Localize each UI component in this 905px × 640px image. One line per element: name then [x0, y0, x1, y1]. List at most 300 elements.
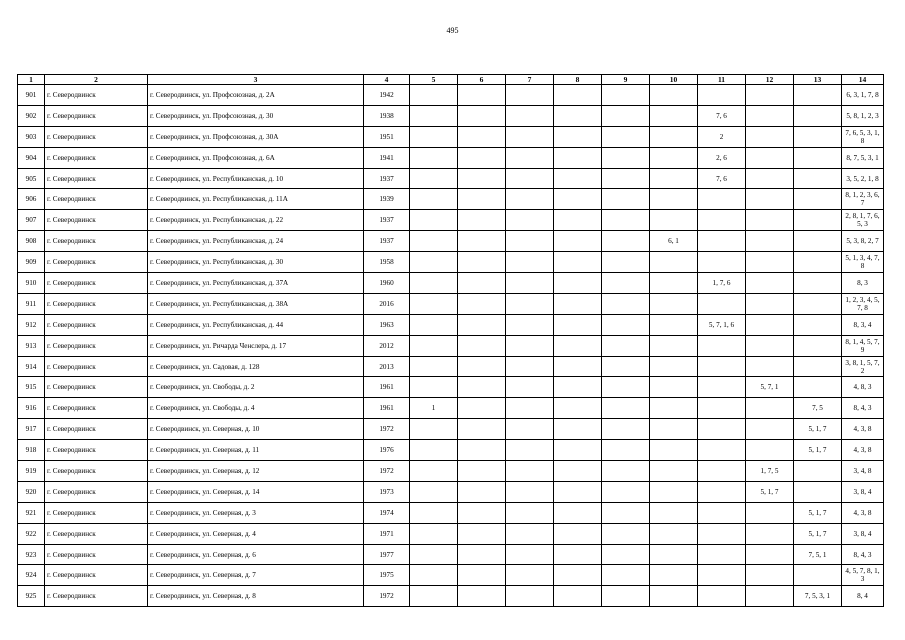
table-cell: [410, 544, 458, 565]
table-cell: 1, 7, 6: [698, 273, 746, 294]
table-cell: 3, 8, 1, 5, 7, 2: [842, 356, 884, 377]
column-header: 11: [698, 75, 746, 85]
table-cell: [746, 252, 794, 273]
table-cell: 905: [18, 168, 45, 189]
table-cell: 5, 3, 8, 2, 7: [842, 231, 884, 252]
table-cell: г. Северодвинск: [45, 440, 148, 461]
table-cell: [410, 252, 458, 273]
table-cell: г. Северодвинск: [45, 356, 148, 377]
table-cell: [602, 481, 650, 502]
table-cell: [698, 293, 746, 314]
table-cell: [746, 85, 794, 106]
table-row: [18, 481, 884, 502]
table-cell: [698, 189, 746, 210]
table-cell: [602, 377, 650, 398]
table-cell: [794, 210, 842, 231]
table-cell: [650, 565, 698, 586]
table-cell: г. Северодвинск, ул. Республиканская, д. 30: [148, 252, 364, 273]
table-cell: г. Северодвинск: [45, 544, 148, 565]
table-cell: [650, 544, 698, 565]
table-cell: [554, 293, 602, 314]
table-cell: [506, 356, 554, 377]
table-cell: [506, 252, 554, 273]
table-cell: [410, 85, 458, 106]
table-cell: 6, 1: [650, 231, 698, 252]
table-cell: [554, 502, 602, 523]
table-cell: 903: [18, 126, 45, 147]
table-cell: 920: [18, 481, 45, 502]
table-row: [18, 293, 884, 314]
table-cell: [794, 105, 842, 126]
table-cell: 5, 7, 1, 6: [698, 314, 746, 335]
table-cell: [602, 314, 650, 335]
table-cell: г. Северодвинск: [45, 252, 148, 273]
table-cell: [650, 586, 698, 607]
table-cell: [554, 481, 602, 502]
table-cell: [746, 126, 794, 147]
table-cell: [746, 398, 794, 419]
table-cell: [746, 210, 794, 231]
table-cell: 1942: [364, 85, 410, 106]
table-cell: 1958: [364, 252, 410, 273]
table-cell: [506, 398, 554, 419]
table-cell: [602, 440, 650, 461]
table-cell: [410, 586, 458, 607]
table-cell: [602, 168, 650, 189]
column-header: 6: [458, 75, 506, 85]
table-cell: 1976: [364, 440, 410, 461]
table-cell: [410, 440, 458, 461]
table-cell: [650, 523, 698, 544]
table-cell: [410, 377, 458, 398]
table-cell: 2, 8, 1, 7, 6, 5, 3: [842, 210, 884, 231]
table-cell: [650, 293, 698, 314]
table-cell: 906: [18, 189, 45, 210]
table-cell: [746, 293, 794, 314]
table-cell: [650, 335, 698, 356]
table-cell: [458, 293, 506, 314]
table-cell: 2: [698, 126, 746, 147]
table-cell: [506, 293, 554, 314]
table-cell: [650, 419, 698, 440]
table-cell: [506, 523, 554, 544]
table-row: [18, 147, 884, 168]
table-cell: 912: [18, 314, 45, 335]
table-cell: [698, 544, 746, 565]
table-cell: 4, 3, 8: [842, 502, 884, 523]
table-cell: [554, 105, 602, 126]
table-row: [18, 126, 884, 147]
table-cell: [506, 481, 554, 502]
table-row: [18, 398, 884, 419]
table-cell: [458, 168, 506, 189]
table-cell: [650, 168, 698, 189]
table-cell: [506, 168, 554, 189]
table-cell: [458, 335, 506, 356]
table-cell: [794, 377, 842, 398]
table-cell: 921: [18, 502, 45, 523]
table-cell: [410, 314, 458, 335]
table-cell: [698, 481, 746, 502]
table-cell: [458, 398, 506, 419]
table-cell: [698, 440, 746, 461]
table-cell: 5, 1, 7: [746, 481, 794, 502]
table-cell: [794, 147, 842, 168]
table-cell: г. Северодвинск, ул. Республиканская, д. 11А: [148, 189, 364, 210]
table-cell: [602, 398, 650, 419]
table-cell: [410, 273, 458, 294]
table-header-row: [18, 75, 884, 85]
table-cell: [506, 377, 554, 398]
table-cell: [746, 544, 794, 565]
table-cell: [554, 273, 602, 294]
table-cell: г. Северодвинск, ул. Северная, д. 7: [148, 565, 364, 586]
table-cell: [746, 356, 794, 377]
table-cell: [602, 252, 650, 273]
column-header: 4: [364, 75, 410, 85]
table-cell: 8, 4, 3: [842, 398, 884, 419]
table-cell: 902: [18, 105, 45, 126]
table-cell: [506, 461, 554, 482]
table-cell: [698, 419, 746, 440]
table-cell: 923: [18, 544, 45, 565]
table-cell: 4, 3, 8: [842, 440, 884, 461]
table-cell: [698, 502, 746, 523]
table-cell: 4, 5, 7, 8, 1, 3: [842, 565, 884, 586]
table-cell: 1941: [364, 147, 410, 168]
table-cell: [554, 377, 602, 398]
table-cell: 5, 7, 1: [746, 377, 794, 398]
table-cell: г. Северодвинск: [45, 481, 148, 502]
table-cell: г. Северодвинск: [45, 523, 148, 544]
table-cell: г. Северодвинск, ул. Свободы, д. 2: [148, 377, 364, 398]
table-cell: [506, 314, 554, 335]
table-cell: 8, 4, 3: [842, 544, 884, 565]
table-cell: г. Северодвинск, ул. Профсоюзная, д. 6А: [148, 147, 364, 168]
table-row: [18, 565, 884, 586]
table-cell: 4, 8, 3: [842, 377, 884, 398]
table-body: [18, 85, 884, 607]
table-cell: [506, 419, 554, 440]
table-cell: [506, 586, 554, 607]
table-cell: [458, 565, 506, 586]
table-row: [18, 356, 884, 377]
table-cell: [458, 377, 506, 398]
column-header: 2: [45, 75, 148, 85]
table-cell: г. Северодвинск, ул. Северная, д. 10: [148, 419, 364, 440]
table-cell: [650, 252, 698, 273]
table-cell: [410, 231, 458, 252]
table-cell: [458, 314, 506, 335]
table-cell: [554, 147, 602, 168]
table-cell: [794, 273, 842, 294]
table-cell: [698, 377, 746, 398]
table-cell: [650, 377, 698, 398]
table-cell: [554, 544, 602, 565]
table-row: [18, 440, 884, 461]
table-cell: г. Северодвинск, ул. Северная, д. 3: [148, 502, 364, 523]
table-cell: [410, 481, 458, 502]
table-cell: [602, 544, 650, 565]
table-cell: 5, 1, 7: [794, 502, 842, 523]
table-cell: г. Северодвинск, ул. Свободы, д. 4: [148, 398, 364, 419]
table-cell: [506, 85, 554, 106]
table-cell: [458, 105, 506, 126]
table-cell: [458, 502, 506, 523]
table-cell: [458, 419, 506, 440]
table-cell: [458, 273, 506, 294]
table-cell: [458, 85, 506, 106]
table-cell: [746, 189, 794, 210]
table-cell: [650, 502, 698, 523]
table-cell: [554, 586, 602, 607]
table-cell: г. Северодвинск: [45, 293, 148, 314]
table-cell: [506, 105, 554, 126]
table-cell: 1938: [364, 105, 410, 126]
table-cell: г. Северодвинск, ул. Профсоюзная, д. 2А: [148, 85, 364, 106]
table-cell: 908: [18, 231, 45, 252]
table-cell: [602, 105, 650, 126]
table-cell: [506, 440, 554, 461]
table-cell: [554, 85, 602, 106]
table-cell: 7, 5: [794, 398, 842, 419]
table-cell: [650, 356, 698, 377]
table-cell: [458, 210, 506, 231]
table-cell: [602, 565, 650, 586]
table-cell: г. Северодвинск, ул. Республиканская, д. 38А: [148, 293, 364, 314]
table-cell: 1975: [364, 565, 410, 586]
table-cell: 918: [18, 440, 45, 461]
table-cell: [650, 314, 698, 335]
table-row: [18, 105, 884, 126]
table-cell: 1, 2, 3, 4, 5, 7, 8: [842, 293, 884, 314]
table-row: [18, 252, 884, 273]
table-cell: [602, 523, 650, 544]
table-cell: [602, 189, 650, 210]
table-cell: г. Северодвинск, ул. Ричарда Ченслера, д. 17: [148, 335, 364, 356]
table-cell: [698, 85, 746, 106]
table-cell: [458, 586, 506, 607]
table-cell: [506, 565, 554, 586]
table-cell: [602, 293, 650, 314]
table-cell: [794, 168, 842, 189]
table-cell: [794, 231, 842, 252]
table-row: [18, 419, 884, 440]
table-cell: [602, 586, 650, 607]
table-cell: [410, 168, 458, 189]
table-cell: [746, 231, 794, 252]
table-row: [18, 586, 884, 607]
table-row: [18, 335, 884, 356]
table-cell: [458, 440, 506, 461]
table-cell: [506, 273, 554, 294]
table-cell: [554, 189, 602, 210]
table-cell: 916: [18, 398, 45, 419]
table-cell: 924: [18, 565, 45, 586]
table-cell: 1937: [364, 210, 410, 231]
table-cell: [554, 440, 602, 461]
table-cell: [410, 147, 458, 168]
table-cell: 7, 5, 3, 1: [794, 586, 842, 607]
table-cell: 1: [410, 398, 458, 419]
table-cell: [794, 189, 842, 210]
table-cell: [410, 105, 458, 126]
table-cell: [458, 189, 506, 210]
table-cell: г. Северодвинск: [45, 586, 148, 607]
table-cell: 3, 8, 4: [842, 523, 884, 544]
table-cell: [410, 461, 458, 482]
table-cell: г. Северодвинск, ул. Республиканская, д. 37А: [148, 273, 364, 294]
table-cell: 919: [18, 461, 45, 482]
table-cell: [698, 461, 746, 482]
table-cell: [650, 147, 698, 168]
table-cell: г. Северодвинск, ул. Республиканская, д. 10: [148, 168, 364, 189]
table-cell: [410, 419, 458, 440]
table-cell: 1963: [364, 314, 410, 335]
table-cell: [794, 293, 842, 314]
table-cell: [410, 210, 458, 231]
table-cell: г. Северодвинск: [45, 85, 148, 106]
table-cell: [602, 210, 650, 231]
column-header: 14: [842, 75, 884, 85]
table-cell: 1960: [364, 273, 410, 294]
table-cell: [458, 126, 506, 147]
table-cell: г. Северодвинск: [45, 231, 148, 252]
table-cell: [602, 356, 650, 377]
table-cell: [650, 273, 698, 294]
table-cell: [794, 126, 842, 147]
table-cell: [506, 231, 554, 252]
table-cell: [794, 356, 842, 377]
table-cell: [698, 252, 746, 273]
table-cell: г. Северодвинск, ул. Северная, д. 11: [148, 440, 364, 461]
table-cell: [746, 440, 794, 461]
table-cell: [410, 523, 458, 544]
table-cell: [602, 85, 650, 106]
table-cell: [650, 461, 698, 482]
table-cell: [602, 231, 650, 252]
table-cell: [794, 565, 842, 586]
table-row: [18, 314, 884, 335]
table-cell: [506, 189, 554, 210]
table-cell: [410, 335, 458, 356]
table-cell: 7, 6: [698, 105, 746, 126]
table-row: [18, 273, 884, 294]
table-cell: 4, 3, 8: [842, 419, 884, 440]
column-header: 12: [746, 75, 794, 85]
table-cell: [554, 565, 602, 586]
table-cell: [650, 85, 698, 106]
table-cell: 5, 8, 1, 2, 3: [842, 105, 884, 126]
table-cell: [602, 273, 650, 294]
table-cell: 1961: [364, 398, 410, 419]
table-cell: г. Северодвинск: [45, 126, 148, 147]
table-cell: 7, 6, 5, 3, 1, 8: [842, 126, 884, 147]
table-cell: [698, 586, 746, 607]
table-cell: [602, 502, 650, 523]
table-cell: [746, 168, 794, 189]
table-cell: 1961: [364, 377, 410, 398]
table-cell: 911: [18, 293, 45, 314]
table-cell: 904: [18, 147, 45, 168]
table-cell: 915: [18, 377, 45, 398]
column-header: 8: [554, 75, 602, 85]
table-cell: г. Северодвинск: [45, 419, 148, 440]
table-cell: 3, 5, 2, 1, 8: [842, 168, 884, 189]
table-row: [18, 231, 884, 252]
table-cell: [746, 273, 794, 294]
table-cell: г. Северодвинск: [45, 168, 148, 189]
table-cell: 5, 1, 7: [794, 440, 842, 461]
table-cell: [554, 523, 602, 544]
table-cell: г. Северодвинск, ул. Республиканская, д. 44: [148, 314, 364, 335]
table-cell: 5, 1, 3, 4, 7, 8: [842, 252, 884, 273]
table-cell: [458, 461, 506, 482]
table-cell: 1939: [364, 189, 410, 210]
table-cell: [410, 502, 458, 523]
table-cell: г. Северодвинск, ул. Республиканская, д. 24: [148, 231, 364, 252]
table-cell: 1973: [364, 481, 410, 502]
table-cell: [554, 168, 602, 189]
table-cell: [410, 356, 458, 377]
column-header: 7: [506, 75, 554, 85]
table-cell: [650, 440, 698, 461]
table-row: [18, 377, 884, 398]
column-header: 10: [650, 75, 698, 85]
table-row: [18, 210, 884, 231]
table-cell: 8, 4: [842, 586, 884, 607]
column-header: 9: [602, 75, 650, 85]
table-cell: 913: [18, 335, 45, 356]
table-cell: 1974: [364, 502, 410, 523]
table-cell: г. Северодвинск: [45, 335, 148, 356]
table-cell: [650, 189, 698, 210]
table-cell: 1971: [364, 523, 410, 544]
table-cell: [698, 398, 746, 419]
table-row: [18, 544, 884, 565]
table-cell: г. Северодвинск: [45, 502, 148, 523]
table-cell: 3, 8, 4: [842, 481, 884, 502]
table-cell: 2, 6: [698, 147, 746, 168]
table-cell: 1977: [364, 544, 410, 565]
column-header: 5: [410, 75, 458, 85]
table-cell: 910: [18, 273, 45, 294]
table-cell: [698, 335, 746, 356]
table-cell: [746, 565, 794, 586]
table-row: [18, 523, 884, 544]
table-cell: [458, 147, 506, 168]
buildings-table: [17, 74, 884, 607]
table-cell: [746, 586, 794, 607]
table-row: [18, 461, 884, 482]
table-cell: 7, 5, 1: [794, 544, 842, 565]
table-cell: [458, 231, 506, 252]
table-cell: 901: [18, 85, 45, 106]
table-cell: [794, 314, 842, 335]
table-cell: г. Северодвинск: [45, 210, 148, 231]
table-cell: 1937: [364, 231, 410, 252]
table-cell: 922: [18, 523, 45, 544]
table-cell: 5, 1, 7: [794, 419, 842, 440]
table-row: [18, 85, 884, 106]
table-cell: г. Северодвинск: [45, 105, 148, 126]
table-cell: [746, 105, 794, 126]
table-cell: [554, 398, 602, 419]
table-cell: 3, 4, 8: [842, 461, 884, 482]
table-cell: 1972: [364, 586, 410, 607]
table-cell: [650, 105, 698, 126]
table-cell: [602, 461, 650, 482]
